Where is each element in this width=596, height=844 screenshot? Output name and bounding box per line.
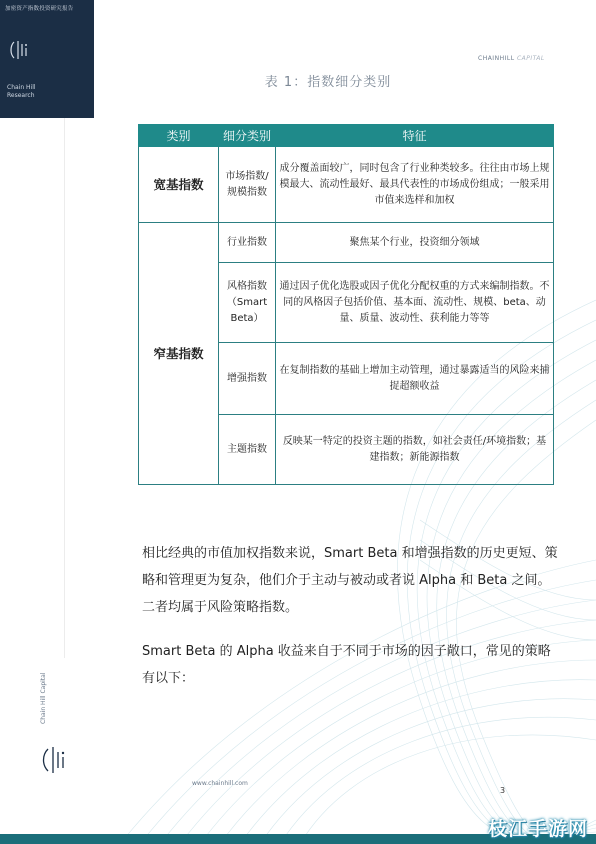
brand-name: CHAINHILL bbox=[478, 55, 515, 62]
table-header-row bbox=[139, 125, 554, 147]
body-paragraph-1: 相比经典的市值加权指数来说，Smart Beta 和增强指数的历史更短、策略和管理更为复杂，他们介于主动与被动或者说 Alpha 和 Beta 之间。二者均属于风险策略指数。 bbox=[142, 546, 558, 615]
brand-header bbox=[478, 55, 545, 62]
site-watermark: 枝江手游网 bbox=[488, 818, 589, 840]
header-feature: 特征 bbox=[276, 125, 554, 147]
company-line2: Research bbox=[7, 92, 35, 99]
subcategory-cell: 市场指数/规模指数 bbox=[219, 147, 276, 223]
vertical-brand-text: Chain Hill Capital bbox=[40, 672, 47, 724]
sidebar-divider bbox=[64, 118, 65, 658]
feature-cell: 通过因子优化选股或因子优化分配权重的方式来编制指数。不同的风格因子包括价值、基本面、流动性、规模、beta、动量、质量、波动性、获利能力等等 bbox=[276, 263, 554, 343]
table-caption bbox=[0, 71, 596, 90]
table-title-text: 表 1：指数细分类别 bbox=[264, 75, 392, 90]
subcategory-cell: 风格指数（Smart Beta） bbox=[219, 263, 276, 343]
body-paragraph-2: Smart Beta 的 Alpha 收益来自于不同于市场的因子敞口，常见的策略有以下： bbox=[142, 644, 551, 686]
page-number: 3 bbox=[500, 786, 506, 795]
brand-suffix: CAPITAL bbox=[516, 55, 545, 62]
subcategory-cell: 增强指数 bbox=[219, 343, 276, 415]
subcategory-cell: 主题指数 bbox=[219, 415, 276, 485]
index-category-table bbox=[138, 124, 554, 485]
category-cell: 窄基指数 bbox=[139, 223, 219, 485]
table-row bbox=[139, 147, 554, 223]
header-subcategory: 细分类别 bbox=[219, 125, 276, 147]
feature-cell: 聚焦某个行业，投资细分领域 bbox=[276, 223, 554, 263]
category-cell: 宽基指数 bbox=[139, 147, 219, 223]
feature-cell: 反映某一特定的投资主题的指数，如社会责任/环境指数；基建指数；新能源指数 bbox=[276, 415, 554, 485]
doc-title: 加密资产指数投资研究报告 bbox=[5, 6, 74, 12]
company-line1: Chain Hill bbox=[7, 84, 36, 91]
feature-cell: 成分覆盖面较广，同时包含了行业种类较多。往往由市场上规模最大、流动性最好、最具代表性的市场成份组成；一般采用市值来选样和加权 bbox=[276, 147, 554, 223]
header-category: 类别 bbox=[139, 125, 219, 147]
table-row bbox=[139, 223, 554, 263]
chainhill-footer-logo-icon bbox=[40, 744, 70, 776]
chainhill-logo-icon bbox=[8, 38, 30, 62]
footer-url: www.chainhill.com bbox=[192, 780, 248, 787]
subcategory-cell: 行业指数 bbox=[219, 223, 276, 263]
sidebar-header-block bbox=[0, 0, 94, 118]
feature-cell: 在复制指数的基础上增加主动管理，通过暴露适当的风险来捕捉超额收益 bbox=[276, 343, 554, 415]
